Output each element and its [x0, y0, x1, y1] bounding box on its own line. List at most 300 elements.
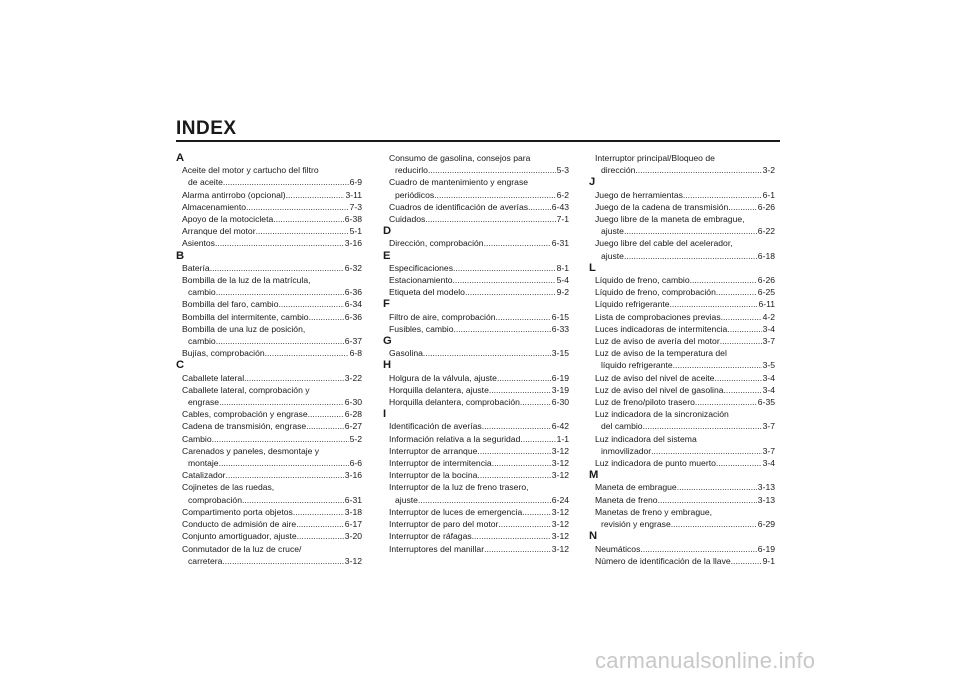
entry-text: Cojinetes de las ruedas,: [182, 482, 275, 493]
entry-text: Caballete lateral: [182, 372, 245, 383]
entry-line: [182, 469, 362, 481]
entry-text: Interruptor de ráfagas: [389, 531, 472, 542]
dot-leader: [484, 543, 551, 555]
entry-text: Interruptor de la bocina: [389, 470, 478, 481]
dot-leader: [428, 164, 556, 176]
index-entry: [383, 372, 569, 384]
section-letter: M: [589, 469, 599, 482]
dot-leader: [216, 286, 344, 298]
index-entry: [176, 408, 362, 420]
dot-leader: [279, 298, 344, 310]
entry-text: Especificaciones: [389, 262, 454, 273]
entry-line: [595, 250, 775, 262]
dot-leader: [425, 213, 555, 225]
page-number: 3-16: [344, 470, 362, 481]
entry-text: Luz de aviso del nivel de aceite: [595, 372, 715, 383]
entry-line: [182, 347, 362, 359]
dot-leader: [219, 457, 349, 469]
index-entry: [383, 506, 569, 518]
page-number: 6-36: [344, 311, 362, 322]
entry-text: Horquilla delantera, ajuste: [389, 384, 489, 395]
dot-leader: [673, 359, 762, 371]
entry-text: Manetas de freno y embrague,: [595, 506, 713, 517]
entry-text: Cadena de transmisión, engrase: [182, 421, 307, 432]
index-entry: [176, 201, 362, 213]
index-entry: [589, 372, 775, 384]
entry-line: [595, 457, 775, 469]
entry-text: Horquilla delantera, comprobación: [389, 397, 520, 408]
dot-leader: [296, 518, 344, 530]
page-number: 7-3: [349, 201, 362, 212]
entry-line: [595, 189, 775, 201]
entry-line: [182, 298, 362, 310]
entry-text: carretera: [188, 555, 223, 566]
entry-text: Luz de aviso del nivel de gasolina: [595, 384, 724, 395]
page-number: 6-24: [551, 494, 569, 505]
page-number: 6-18: [757, 250, 775, 261]
entry-text: Conducto de admisión de aire: [182, 519, 297, 530]
entry-text: Maneta de freno: [595, 494, 658, 505]
entry-line: [595, 298, 775, 310]
index-entry: [176, 298, 362, 310]
dot-leader: [225, 469, 343, 481]
entry-text: Cuadros de identificación de averías: [389, 201, 529, 212]
entry-text: Apoyo de la motocicleta: [182, 214, 274, 225]
dot-leader: [309, 311, 344, 323]
dot-leader: [671, 518, 757, 530]
index-entry: [383, 530, 569, 542]
entry-text: Interruptor de paro del motor: [389, 519, 499, 530]
index-column-2: [383, 152, 569, 555]
page-number: 6-30: [344, 397, 362, 408]
dot-leader: [724, 384, 762, 396]
dot-leader: [265, 347, 349, 359]
page-number: 6-28: [344, 409, 362, 420]
page-number: 6-43: [551, 201, 569, 212]
title-rule: [176, 140, 780, 142]
index-entry: [176, 274, 362, 298]
page-number: 5-3: [556, 165, 569, 176]
index-entry: [383, 347, 569, 359]
entry-text: Arranque del motor: [182, 226, 256, 237]
page-number: 6-25: [757, 287, 775, 298]
index-entry: [176, 164, 362, 188]
index-entry: [589, 274, 775, 286]
page-number: 3-22: [344, 372, 362, 383]
index-entry: [176, 445, 362, 469]
page-number: 6-9: [349, 177, 362, 188]
entry-line: [389, 543, 569, 555]
page-number: 6-1: [762, 189, 775, 200]
dot-leader: [720, 335, 762, 347]
entry-text: Juego de herramientas: [595, 189, 683, 200]
entry-line: [389, 506, 569, 518]
entry-text: Líquido de freno, comprobación: [595, 287, 716, 298]
entry-line: [182, 213, 362, 225]
page-number: 3-13: [757, 482, 775, 493]
index-entry: [383, 201, 569, 213]
dot-leader: [242, 494, 344, 506]
dot-leader: [497, 372, 551, 384]
entry-text: ajuste: [395, 494, 418, 505]
entry-text: Fusibles, cambio: [389, 323, 454, 334]
entry-line: [182, 176, 362, 188]
entry-text: Almacenamiento: [182, 201, 247, 212]
entry-line: [389, 530, 569, 542]
entry-text: Información relativa a la seguridad: [389, 433, 521, 444]
entry-line: [389, 237, 569, 249]
page-number: 6-26: [757, 275, 775, 286]
dot-leader: [219, 396, 344, 408]
page-number: 3-16: [344, 238, 362, 249]
index-entry: [176, 323, 362, 347]
dot-leader: [453, 262, 556, 274]
page-number: 9-2: [556, 287, 569, 298]
entry-text: Bombilla del intermitente, cambio: [182, 311, 309, 322]
page-number: 6-2: [556, 189, 569, 200]
index-entry: [589, 201, 775, 213]
dot-leader: [520, 433, 555, 445]
entry-line: [389, 469, 569, 481]
entry-line: [182, 433, 362, 445]
index-entry: [176, 530, 362, 542]
entry-line: [389, 311, 569, 323]
page-number: 3-2: [762, 165, 775, 176]
index-entry: [176, 433, 362, 445]
page-number: 6-17: [344, 519, 362, 530]
entry-text: ajuste: [601, 226, 624, 237]
dot-leader: [635, 164, 761, 176]
entry-text: Líquido refrigerante: [595, 299, 670, 310]
index-entry: [176, 420, 362, 432]
index-entry: [589, 335, 775, 347]
entry-line: [182, 420, 362, 432]
dot-leader: [273, 213, 344, 225]
entry-line: [595, 445, 775, 457]
entry-line: [182, 286, 362, 298]
page-number: 3-4: [762, 384, 775, 395]
index-entry: [589, 396, 775, 408]
index-entry: [176, 384, 362, 408]
entry-text: Cables, comprobación y engrase: [182, 409, 308, 420]
entry-text: Interruptor de la luz de freno trasero,: [389, 482, 529, 493]
entry-text: Etiqueta del modelo: [389, 287, 465, 298]
dot-leader: [658, 494, 757, 506]
entry-text: cambio: [188, 336, 216, 347]
index-entry: [176, 372, 362, 384]
dot-leader: [297, 530, 344, 542]
page-number: 6-19: [551, 372, 569, 383]
entry-line: [595, 420, 775, 432]
entry-text: cambio: [188, 287, 216, 298]
entry-text: Batería: [182, 262, 210, 273]
entry-line: [182, 555, 362, 567]
entry-text: Interruptor de luces de emergencia: [389, 506, 523, 517]
entry-line: [595, 481, 775, 493]
index-entry: [383, 469, 569, 481]
index-entry: [383, 262, 569, 274]
page-number: 6-11: [758, 299, 775, 310]
page-number: 3-13: [757, 494, 775, 505]
entry-line: [182, 494, 362, 506]
dot-leader: [472, 530, 551, 542]
page-number: 6-19: [757, 543, 775, 554]
dot-leader: [423, 347, 551, 359]
section-letter: L: [589, 261, 596, 274]
page-number: 6-22: [757, 226, 775, 237]
dot-leader: [695, 396, 757, 408]
dot-leader: [286, 189, 345, 201]
entry-line: [389, 274, 569, 286]
index-entry: [589, 543, 775, 555]
entry-line: [389, 396, 569, 408]
page-number: 3-18: [344, 506, 362, 517]
section-letter: I: [383, 408, 387, 421]
entry-text: Aceite del motor y cartucho del filtro: [182, 165, 319, 176]
dot-leader: [683, 189, 762, 201]
index-entry: [383, 481, 569, 505]
page-number: 6-33: [551, 323, 569, 334]
page-number: 3-12: [551, 519, 569, 530]
entry-text: dirección: [601, 165, 636, 176]
page-number: 6-27: [344, 421, 362, 432]
page-number: 6-31: [551, 238, 569, 249]
dot-leader: [677, 481, 757, 493]
index-entry: [383, 237, 569, 249]
entry-text: Bombilla de la luz de la matrícula,: [182, 275, 311, 286]
section-letter: B: [176, 249, 185, 262]
dot-leader: [498, 518, 550, 530]
index-entry: [176, 543, 362, 567]
page-number: 5-4: [556, 275, 569, 286]
index-entry: [589, 237, 775, 261]
page-number: 6-8: [349, 348, 362, 359]
dot-leader: [624, 225, 757, 237]
dot-leader: [223, 176, 349, 188]
dot-leader: [484, 237, 551, 249]
dot-leader: [477, 469, 550, 481]
entry-line: [595, 335, 775, 347]
entry-line: [182, 457, 362, 469]
index-entry: [176, 311, 362, 323]
page-number: 3-12: [551, 470, 569, 481]
entry-line: [389, 323, 569, 335]
entry-text: Consumo de gasolina, consejos para: [389, 153, 531, 163]
entry-text: Número de identificación de la llave: [595, 555, 731, 566]
entry-text: Filtro de aire, comprobación: [389, 311, 496, 322]
dot-leader: [489, 384, 551, 396]
entry-text: Catalizador: [182, 470, 226, 481]
entry-text: periódicos: [395, 189, 435, 200]
entry-text: Luz de aviso de avería del motor: [595, 336, 720, 347]
page-number: 3-4: [762, 372, 775, 383]
entry-text: Neumáticos: [595, 543, 641, 554]
page-number: 6-38: [344, 214, 362, 225]
entry-text: Interruptor principal/Bloqueo de: [595, 153, 715, 163]
entry-text: Alarma antirrobo (opcional): [182, 189, 286, 200]
entry-line: [595, 286, 775, 298]
entry-line: [595, 555, 775, 567]
entry-text: Bujías, comprobación: [182, 348, 265, 359]
page-number: 6-31: [344, 494, 362, 505]
entry-text: Cambio: [182, 433, 212, 444]
index-entry: [383, 396, 569, 408]
dot-leader: [210, 262, 344, 274]
page-number: 6-34: [344, 299, 362, 310]
entry-line: [182, 237, 362, 249]
dot-leader: [256, 225, 349, 237]
entry-line: [389, 518, 569, 530]
entry-line: [389, 445, 569, 457]
page-number: 3-12: [551, 531, 569, 542]
index-entry: [176, 506, 362, 518]
entry-line: [595, 372, 775, 384]
entry-text: ajuste: [601, 250, 624, 261]
entry-line: [389, 494, 569, 506]
index-entry: [589, 311, 775, 323]
entry-line: [389, 420, 569, 432]
index-entry: [383, 213, 569, 225]
entry-text: Asientos: [182, 238, 215, 249]
page-number: 9-1: [762, 555, 775, 566]
section-letter: F: [383, 298, 390, 311]
entry-text: Juego de la cadena de transmisión: [595, 201, 729, 212]
dot-leader: [482, 420, 551, 432]
page-number: 4-2: [762, 311, 775, 322]
dot-leader: [624, 250, 757, 262]
entry-line: [595, 494, 775, 506]
entry-line: [389, 372, 569, 384]
dot-leader: [222, 555, 343, 567]
entry-text: Líquido de freno, cambio: [595, 275, 690, 286]
page-number: 3-20: [344, 531, 362, 542]
page-number: 6-15: [551, 311, 569, 322]
page-number: 3-4: [762, 458, 775, 469]
page-title: INDEX: [176, 118, 237, 139]
index-column-3: [589, 152, 775, 567]
index-entry: [589, 433, 775, 457]
page-number: 3-12: [551, 445, 569, 456]
entry-text: Cuadro de mantenimiento y engrase: [389, 177, 529, 188]
entry-line: [389, 189, 569, 201]
index-entry: [176, 481, 362, 505]
watermark: carmanualsonline.info: [595, 648, 816, 673]
entry-line: [595, 384, 775, 396]
index-entry: [589, 286, 775, 298]
entry-line: [182, 262, 362, 274]
index-entry: [589, 555, 775, 567]
entry-text: Estacionamiento: [389, 275, 453, 286]
page-number: 6-37: [344, 336, 362, 347]
entry-text: Luz indicadora de punto muerto: [595, 458, 716, 469]
index-entry: [383, 274, 569, 286]
dot-leader: [492, 457, 551, 469]
entry-text: Bombilla de una luz de posición,: [182, 323, 306, 334]
index-entry: [383, 543, 569, 555]
entry-text: Identificación de averías: [389, 421, 482, 432]
entry-text: Conmutador de la luz de cruce/: [182, 543, 302, 554]
index-entry: [383, 457, 569, 469]
entry-line: [182, 372, 362, 384]
dot-leader: [714, 372, 761, 384]
page-number: 1-1: [556, 433, 569, 444]
entry-text: Lista de comprobaciones previas: [595, 311, 721, 322]
index-entry: [176, 237, 362, 249]
index-entry: [383, 286, 569, 298]
entry-text: revisión y engrase: [601, 519, 671, 530]
dot-leader: [212, 433, 349, 445]
section-letter: G: [383, 335, 392, 348]
page-number: 3-4: [762, 323, 775, 334]
entry-text: Gasolina: [389, 348, 423, 359]
entry-text: inmovilizador: [601, 445, 652, 456]
entry-text: de aceite: [188, 177, 223, 188]
entry-text: Juego libre de la maneta de embrague,: [595, 214, 745, 225]
entry-line: [389, 286, 569, 298]
dot-leader: [453, 323, 550, 335]
entry-line: [389, 164, 569, 176]
index-entry: [589, 298, 775, 310]
entry-line: [595, 225, 775, 237]
entry-line: [182, 189, 362, 201]
dot-leader: [528, 201, 551, 213]
page-number: 6-30: [551, 397, 569, 408]
entry-text: reducirlo: [395, 165, 428, 176]
dot-leader: [418, 494, 551, 506]
dot-leader: [522, 506, 551, 518]
entry-text: Luz de freno/piloto trasero: [595, 397, 695, 408]
dot-leader: [293, 506, 344, 518]
entry-line: [182, 201, 362, 213]
dot-leader: [216, 335, 344, 347]
entry-text: comprobación: [188, 494, 242, 505]
entry-line: [182, 506, 362, 518]
page-number: 6-26: [757, 201, 775, 212]
entry-text: del cambio: [601, 421, 643, 432]
dot-leader: [727, 323, 761, 335]
entry-text: Cuidados: [389, 214, 426, 225]
entry-line: [595, 311, 775, 323]
page-number: 3-5: [762, 360, 775, 371]
index-entry: [383, 176, 569, 200]
entry-text: Compartimento porta objetos: [182, 506, 293, 517]
page-number: 3-12: [551, 506, 569, 517]
index-entry: [176, 518, 362, 530]
dot-leader: [721, 311, 762, 323]
page-number: 6-42: [551, 421, 569, 432]
dot-leader: [434, 189, 555, 201]
dot-leader: [670, 298, 758, 310]
dot-leader: [731, 555, 762, 567]
index-entry: [176, 189, 362, 201]
index-entry: [589, 213, 775, 237]
entry-text: Juego libre del cable del acelerador,: [595, 238, 733, 249]
entry-line: [182, 530, 362, 542]
entry-text: Luz indicadora de la sincronización: [595, 409, 729, 420]
index-entry: [383, 433, 569, 445]
entry-text: Carenados y paneles, desmontaje y: [182, 445, 320, 456]
section-letter: H: [383, 359, 392, 372]
dot-leader: [496, 311, 551, 323]
page-number: 3-7: [762, 336, 775, 347]
entry-line: [595, 274, 775, 286]
index-entry: [383, 518, 569, 530]
index-entry: [383, 384, 569, 396]
page-number: 3-19: [551, 384, 569, 395]
index-entry: [589, 323, 775, 335]
dot-leader: [244, 372, 344, 384]
entry-line: [389, 201, 569, 213]
